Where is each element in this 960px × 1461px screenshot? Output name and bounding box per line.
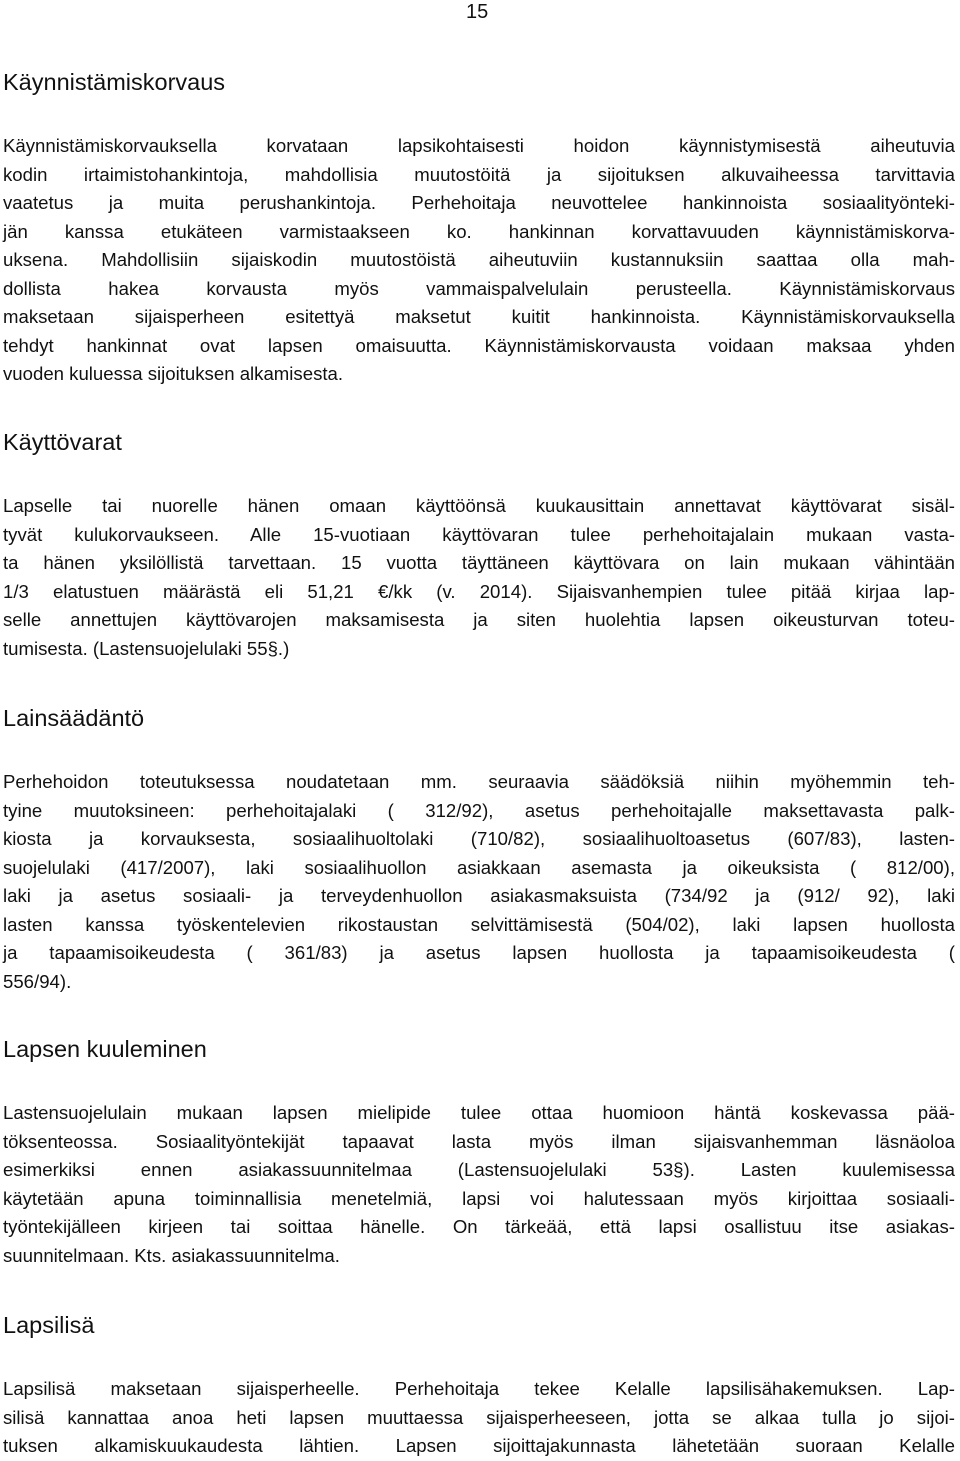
text-line: ja tapaamisoikeudesta ( 361/83) ja asetus lapsen huollosta ja tapaamisoikeudesta ( xyxy=(3,942,955,963)
section-heading: Lainsäädäntö xyxy=(3,705,145,731)
text-line: silisä kannattaa anoa heti lapsen muuttaessa sijaisperheeseen, jotta se alkaa tulla jo sijoi- xyxy=(3,1406,955,1428)
text-line: maksetaan sijaisperheen esitettyä maksetut kuitit hankinnoista. Käynnistämiskorvauksella xyxy=(3,306,955,327)
text-line: esimerkiksi ennen asiakassuunnitelmaa (Lastensuojelulaki 53§). Lasten kuulemisessa xyxy=(3,1159,955,1180)
text-line: kiosta ja korvauksesta, sosiaalihuoltolaki (710/82), sosiaalihuoltoasetus (607/83), lasten- xyxy=(3,828,955,849)
text-line: työntekijälleen kirjeen tai soittaa hänelle. On tärkeää, että lapsi osallistuu itse asiakas- xyxy=(3,1216,955,1237)
text-line: töksenteossa. Sosiaalityöntekijät tapaavat lasta myös ilman sijaisvanhemman läsnäoloa xyxy=(3,1130,955,1152)
section-paragraph xyxy=(3,1099,955,1270)
text-line: tyine muutoksineen: perhehoitajalaki ( 312/92), asetus perhehoitajalle maksettavasta palk- xyxy=(3,799,955,821)
text-line: dollista hakea korvausta myös vammaispalvelulain perusteella. Käynnistämiskorvaus xyxy=(3,277,955,299)
section-paragraph xyxy=(3,132,955,389)
text-line: Lapsilisä maksetaan sijaisperheelle. Perhehoitaja tekee Kelalle lapsilisähakemuksen. Lap- xyxy=(3,1378,955,1399)
section-heading: Käyttövarat xyxy=(3,429,122,455)
section-lapsen-kuuleminen xyxy=(3,1035,955,1270)
text-line: tuksen alkamiskuukaudesta lähtien. Lapsen sijoittajakunnasta lähetetään suoraan Kelalle xyxy=(3,1435,955,1456)
section-heading: Lapsen kuuleminen xyxy=(3,1036,207,1062)
section-paragraph xyxy=(3,768,955,996)
text-line: tyvät kulukorvaukseen. Alle 15-vuotiaan käyttövaran tulee perhehoitajalain mukaan vasta- xyxy=(3,523,955,545)
text-line: Lapselle tai nuorelle hänen omaan käyttöönsä kuukausittain annettavat käyttövarat sisäl- xyxy=(3,495,955,516)
text-line: ta hänen yksilöllistä tarvettaan. 15 vuotta täyttäneen käyttövara on lain mukaan vähintään xyxy=(3,552,955,573)
text-line: jän kanssa etukäteen varmistaakseen ko. hankinnan korvattavuuden käynnistämiskorva- xyxy=(3,220,955,242)
text-line: Lastensuojelulain mukaan lapsen mielipide tulee ottaa huomioon häntä koskevassa pää- xyxy=(3,1102,955,1123)
section-paragraph xyxy=(3,492,955,663)
section-paragraph xyxy=(3,1375,955,1461)
text-line: selle annettujen käyttövarojen maksamisesta ja siten huolehtia lapsen oikeusturvan toteu- xyxy=(3,609,955,630)
section-heading: Lapsilisä xyxy=(3,1312,95,1338)
text-line: lasten kanssa työskentelevien rikostaustan selvittämisestä (504/02), laki lapsen huollosta xyxy=(3,913,955,935)
text-line: suunnitelmaan. Kts. asiakassuunnitelma. xyxy=(3,1244,340,1266)
text-line: kodin irtaimistohankintoja, mahdollisia muutostöitä ja sijoituksen alkuvaiheessa tarvittavia xyxy=(3,163,955,185)
text-line: uksena. Mahdollisiin sijaiskodin muutostöistä aiheutuviin kustannuksiin saattaa olla mah- xyxy=(3,249,955,270)
section-heading: Käynnistämiskorvaus xyxy=(3,69,226,95)
text-line: tehdyt hankinnat ovat lapsen omaisuutta. Käynnistämiskorvausta voidaan maksaa yhden xyxy=(3,334,955,356)
text-line: käytetään apuna toiminnallisia menetelmiä, lapsi voi halutessaan myös kirjoittaa sosiaali- xyxy=(3,1187,955,1209)
text-line: vaatetus ja muita perushankintoja. Perhehoitaja neuvottelee hankinnoista sosiaalityönteki- xyxy=(3,192,955,213)
text-line: Käynnistämiskorvauksella korvataan lapsikohtaisesti hoidon käynnistymisestä aiheutuvia xyxy=(3,135,955,156)
section-kaynnistamiskorvaus xyxy=(3,68,955,389)
text-line: tumisesta. (Lastensuojelulaki 55§.) xyxy=(3,637,290,659)
text-line: Perhehoidon toteutuksessa noudatetaan mm. seuraavia säädöksiä niihin myöhemmin teh- xyxy=(3,771,955,792)
section-lainsaadanto xyxy=(3,704,955,996)
text-line: laki ja asetus sosiaali- ja terveydenhuollon asiakasmaksuista (734/92 ja (912/ 92), laki xyxy=(3,885,955,906)
text-line: suojelulaki (417/2007), laki sosiaalihuollon asiakkaan asemasta ja oikeuksista ( 812/00), xyxy=(3,856,955,878)
text-line: 1/3 elatustuen määrästä eli 51,21 €/kk (v. 2014). Sijaisvanhempien tulee pitää kirjaa lap- xyxy=(3,580,955,602)
section-kayttovarat xyxy=(3,428,955,663)
text-line: vuoden kuluessa sijoituksen alkamisesta. xyxy=(3,363,344,384)
section-lapsilisa xyxy=(3,1311,955,1461)
page-number: 15 xyxy=(466,1,489,23)
text-line: 556/94). xyxy=(3,970,72,992)
